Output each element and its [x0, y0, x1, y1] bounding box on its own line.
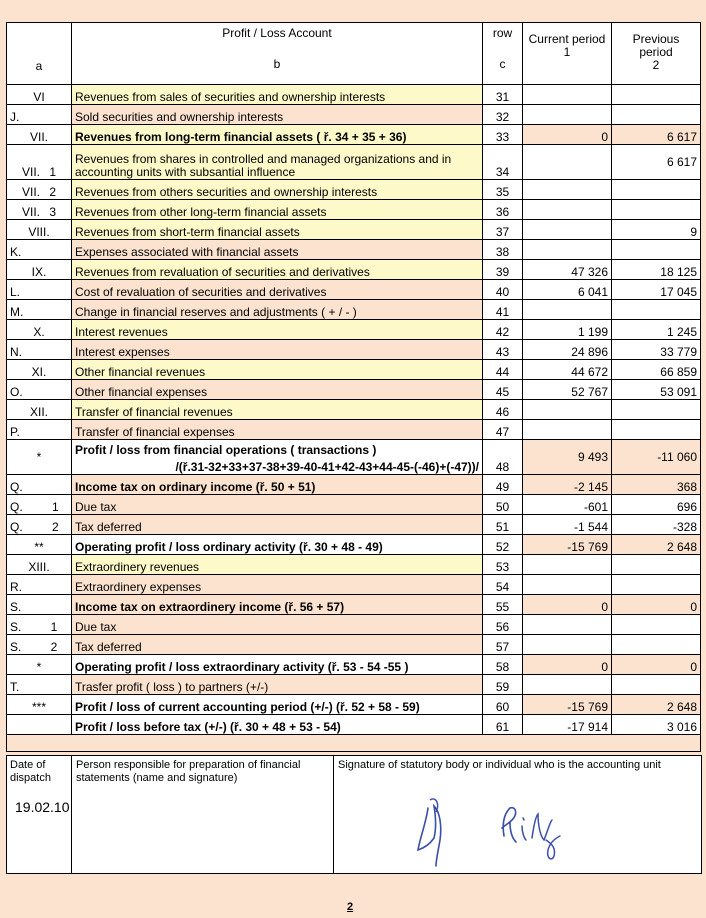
row-description-text: Profit / loss before tax (+/-) (ř. 30 + 48 + 53 - 54): [75, 720, 341, 734]
row-code: [7, 655, 72, 675]
table-row: [7, 380, 701, 400]
row-description: [72, 200, 483, 220]
table-row: [7, 495, 701, 515]
profit-loss-table: [6, 22, 701, 752]
row-code-text: L.: [10, 285, 21, 299]
row-description-text: Operating profit / loss ordinary activity (ř. 30 + 48 - 49): [75, 540, 383, 554]
row-number: 52: [483, 535, 523, 555]
row-description-text: Other financial expenses: [75, 385, 208, 399]
row-number: 57: [483, 635, 523, 655]
table-row: [7, 180, 701, 200]
row-formula-text: /(ř.31-32+33+37-38+39-40-41+42-43+44-45-(-46)+(-47))/: [175, 460, 479, 474]
row-number: 41: [483, 300, 523, 320]
row-code-text: VII.: [29, 130, 48, 144]
row-description: [72, 495, 483, 515]
row-description-text: Transfer of financial revenues: [75, 405, 233, 419]
row-description: [72, 260, 483, 280]
current-period-value: 0: [523, 125, 612, 145]
row-code: [7, 260, 72, 280]
previous-period-value: 18 125: [612, 260, 701, 280]
current-period-value: -15 769: [523, 535, 612, 555]
row-description-text: Revenues from other long-term financial assets: [75, 205, 327, 219]
row-description-text: Income tax on ordinary income (ř. 50 + 51): [75, 480, 316, 494]
row-code-text: S.: [10, 640, 22, 654]
previous-period-value: 2 648: [612, 535, 701, 555]
row-code-text: VIII.: [28, 225, 50, 239]
current-period-value: -601: [523, 495, 612, 515]
row-code: [7, 360, 72, 380]
row-code: [7, 615, 72, 635]
row-code: [7, 535, 72, 555]
previous-period-value: [612, 615, 701, 635]
table-row: [7, 595, 701, 615]
previous-period-value: -11 060: [612, 440, 701, 475]
table-row: [7, 300, 701, 320]
person-responsible-label: Person responsible for preparation of financial statements (name and signature): [76, 759, 301, 784]
row-number: 55: [483, 595, 523, 615]
row-code-text: M.: [10, 305, 24, 319]
table-row: [7, 320, 701, 340]
row-number: 61: [483, 715, 523, 735]
row-code-text: *: [36, 660, 42, 674]
previous-period-value: 696: [612, 495, 701, 515]
row-description-text: Tax deferred: [75, 640, 142, 654]
row-description: [72, 300, 483, 320]
table-row: [7, 280, 701, 300]
row-description-text: Trasfer profit ( loss ) to partners (+/-): [75, 680, 269, 694]
table-row: [7, 360, 701, 380]
previous-period-value: 0: [612, 595, 701, 615]
table-row: [7, 145, 701, 180]
row-number: 40: [483, 280, 523, 300]
row-description: [72, 400, 483, 420]
row-number: 50: [483, 495, 523, 515]
current-period-value: [523, 220, 612, 240]
table-row: [7, 615, 701, 635]
signature-label: Signature of statutory body or individual who is the accounting unit: [338, 759, 661, 771]
date-box: [6, 755, 72, 874]
row-description: [72, 360, 483, 380]
row-code-text: R.: [10, 580, 22, 594]
table-row: [7, 675, 701, 695]
row-description-text: Revenues from revaluation of securities and derivatives: [75, 265, 370, 279]
table-row: [7, 715, 701, 735]
current-period-value: -2 145: [523, 475, 612, 495]
row-number: 34: [483, 145, 523, 180]
row-code: [7, 595, 72, 615]
previous-period-value: 6 617: [612, 145, 701, 180]
row-description: [72, 125, 483, 145]
previous-period-value: [612, 575, 701, 595]
previous-period-value: [612, 180, 701, 200]
row-description-text: Due tax: [75, 500, 117, 514]
current-period-value: 24 896: [523, 340, 612, 360]
previous-period-value: 53 091: [612, 380, 701, 400]
table-row: [7, 635, 701, 655]
row-description: [72, 85, 483, 105]
table-row: [7, 85, 701, 105]
previous-period-value: 9: [612, 220, 701, 240]
row-code: [7, 220, 72, 240]
spacer-row: [7, 735, 701, 752]
current-period-value: 9 493: [523, 440, 612, 475]
row-subcode: 1: [51, 500, 59, 514]
current-period-value: 0: [523, 655, 612, 675]
row-subcode: 2: [49, 185, 56, 199]
row-description-text: Interest revenues: [75, 325, 168, 339]
table-row: [7, 555, 701, 575]
row-description: [72, 635, 483, 655]
row-code-text: Q.: [10, 480, 23, 494]
row-description-text: Revenues from others securities and ownership interests: [75, 185, 378, 199]
row-number: 45: [483, 380, 523, 400]
previous-period-value: [612, 400, 701, 420]
footer-signatures: [6, 755, 700, 874]
row-code-text: S.: [10, 600, 22, 614]
table-header: [7, 23, 701, 85]
row-subcode: 3: [49, 205, 56, 219]
row-number: 59: [483, 675, 523, 695]
previous-period-value: [612, 420, 701, 440]
row-code-text: VII.: [21, 165, 40, 179]
current-period-value: 6 041: [523, 280, 612, 300]
row-code: [7, 400, 72, 420]
page-number: 2: [347, 901, 354, 913]
table-row: [7, 475, 701, 495]
previous-period-value: [612, 105, 701, 125]
row-number: 47: [483, 420, 523, 440]
header-col-a: a: [7, 23, 72, 85]
current-period-value: [523, 555, 612, 575]
previous-period-value: 3 016: [612, 715, 701, 735]
table-row: [7, 535, 701, 555]
row-subcode: 1: [49, 165, 56, 179]
row-description: [72, 105, 483, 125]
current-period-value: [523, 575, 612, 595]
row-code: [7, 495, 72, 515]
current-period-value: [523, 400, 612, 420]
row-description-text: Due tax: [75, 620, 117, 634]
row-description: [72, 420, 483, 440]
previous-period-value: [612, 300, 701, 320]
row-number: 36: [483, 200, 523, 220]
current-period-value: 0: [523, 595, 612, 615]
previous-period-value: 33 779: [612, 340, 701, 360]
row-code-text: XI.: [31, 365, 47, 379]
row-code-text: S.: [10, 620, 22, 634]
table-row: [7, 420, 701, 440]
table-row: [7, 515, 701, 535]
row-number: 58: [483, 655, 523, 675]
row-code: [7, 200, 72, 220]
current-period-value: [523, 200, 612, 220]
row-description-text: Extraordinery revenues: [75, 560, 200, 574]
row-code-text: K.: [10, 245, 22, 259]
row-description-text: Profit / loss from financial operations ( transactions ): [75, 443, 377, 457]
previous-period-value: [612, 240, 701, 260]
current-period-value: [523, 635, 612, 655]
previous-period-value: 368: [612, 475, 701, 495]
row-description: [72, 515, 483, 535]
current-period-value: [523, 145, 612, 180]
row-code-text: VII.: [21, 185, 40, 199]
table-row: [7, 655, 701, 675]
row-description: [72, 475, 483, 495]
row-description-text: Revenues from long-term financial assets ( ř. 34 + 35 + 36): [75, 130, 407, 144]
previous-period-value: 66 859: [612, 360, 701, 380]
table-row: [7, 105, 701, 125]
row-number: 33: [483, 125, 523, 145]
row-description: [72, 145, 483, 180]
row-code: [7, 320, 72, 340]
row-code-text: VI: [33, 90, 45, 104]
row-description-text: Tax deferred: [75, 520, 142, 534]
header-col-row: row c: [483, 23, 523, 85]
row-description-text: Transfer of financial expenses: [75, 425, 235, 439]
current-period-value: 44 672: [523, 360, 612, 380]
previous-period-value: 2 648: [612, 695, 701, 715]
header-current-period: Current period 1: [523, 23, 612, 85]
current-period-value: -1 544: [523, 515, 612, 535]
row-description-text: Other financial revenues: [75, 365, 206, 379]
row-code-text: Q.: [10, 500, 23, 514]
handwritten-signature-image: [406, 778, 576, 868]
row-code-text: XII.: [29, 405, 48, 419]
row-description: [72, 180, 483, 200]
row-code: [7, 125, 72, 145]
row-number: 35: [483, 180, 523, 200]
table-row: [7, 240, 701, 260]
row-description: [72, 220, 483, 240]
row-description-text: Revenues from short-term financial assets: [75, 225, 300, 239]
table-row: [7, 260, 701, 280]
row-number: 32: [483, 105, 523, 125]
row-description: [72, 695, 483, 715]
previous-period-value: [612, 675, 701, 695]
row-code-text: T.: [10, 680, 20, 694]
row-code: [7, 85, 72, 105]
header-col-b: Profit / Loss Account b: [72, 23, 483, 85]
row-number: 44: [483, 360, 523, 380]
current-period-value: 47 326: [523, 260, 612, 280]
previous-period-value: 6 617: [612, 125, 701, 145]
row-number: 31: [483, 85, 523, 105]
row-number: 53: [483, 555, 523, 575]
current-period-value: [523, 675, 612, 695]
row-code: [7, 675, 72, 695]
row-code: [7, 180, 72, 200]
row-code-text: IX.: [31, 265, 47, 279]
current-period-value: 52 767: [523, 380, 612, 400]
row-code-text: VII.: [21, 205, 40, 219]
row-code: [7, 300, 72, 320]
row-code: [7, 105, 72, 125]
row-code: [7, 695, 72, 715]
current-period-value: [523, 420, 612, 440]
row-number: 38: [483, 240, 523, 260]
row-description: [72, 380, 483, 400]
spacer-cell: [7, 735, 701, 752]
row-code: [7, 420, 72, 440]
row-subcode: 2: [50, 640, 58, 654]
row-code: [7, 145, 72, 180]
row-number: 49: [483, 475, 523, 495]
current-period-value: -15 769: [523, 695, 612, 715]
current-period-value: [523, 240, 612, 260]
row-number: 42: [483, 320, 523, 340]
header-previous-period: Previous period 2: [612, 23, 701, 85]
table-row: [7, 575, 701, 595]
previous-period-value: [612, 635, 701, 655]
row-description: [72, 615, 483, 635]
row-code: [7, 280, 72, 300]
table-row: [7, 695, 701, 715]
row-description-text: Extraordinery expenses: [75, 580, 202, 594]
row-code-text: *: [36, 449, 42, 464]
previous-period-value: [612, 200, 701, 220]
row-description-text: Income tax on extraordinery income (ř. 56 + 57): [75, 600, 345, 614]
row-description-text: Cost of revaluation of securities and derivatives: [75, 285, 327, 299]
table-row: [7, 220, 701, 240]
row-code: [7, 240, 72, 260]
row-code-text: J.: [10, 110, 20, 124]
row-code-text: X.: [33, 325, 45, 339]
row-code: [7, 715, 72, 735]
table-row: [7, 125, 701, 145]
current-period-value: [523, 300, 612, 320]
previous-period-value: [612, 555, 701, 575]
signature-box: [333, 755, 702, 874]
row-description-text: Operating profit / loss extraordinary activity (ř. 53 - 54 -55 ): [75, 660, 409, 674]
current-period-value: [523, 180, 612, 200]
row-description: [72, 320, 483, 340]
table-row: [7, 200, 701, 220]
row-number: 43: [483, 340, 523, 360]
row-code: [7, 340, 72, 360]
row-number: 46: [483, 400, 523, 420]
row-code: [7, 440, 72, 475]
row-description-text: Interest expenses: [75, 345, 170, 359]
previous-period-value: -328: [612, 515, 701, 535]
row-code: [7, 555, 72, 575]
table-row: [7, 400, 701, 420]
row-code-text: Q.: [10, 520, 23, 534]
previous-period-value: 0: [612, 655, 701, 675]
row-code-text: N.: [10, 345, 22, 359]
row-description: [72, 280, 483, 300]
row-description: [72, 715, 483, 735]
table-row: [7, 440, 701, 475]
previous-period-value: 1 245: [612, 320, 701, 340]
previous-period-value: 17 045: [612, 280, 701, 300]
row-code-text: ***: [31, 700, 46, 714]
row-description-text: Expenses associated with financial assets: [75, 245, 299, 259]
current-period-value: [523, 615, 612, 635]
row-description: [72, 555, 483, 575]
previous-period-value: [612, 85, 701, 105]
row-code-text: XIII.: [28, 560, 50, 574]
row-number: 54: [483, 575, 523, 595]
row-number: 51: [483, 515, 523, 535]
current-period-value: [523, 105, 612, 125]
current-period-value: -17 914: [523, 715, 612, 735]
row-subcode: 2: [51, 520, 59, 534]
row-description: [72, 575, 483, 595]
date-label: Date of dispatch: [10, 759, 51, 784]
row-description-text: Revenues from shares in controlled and managed organizations and in accounting units with subsantial influence: [75, 152, 452, 179]
row-description: [72, 535, 483, 555]
row-description: [72, 675, 483, 695]
table-row: [7, 340, 701, 360]
row-subcode: 1: [50, 620, 58, 634]
row-description-text: Revenues from sales of securities and ownership interests: [75, 90, 386, 104]
row-description: [72, 240, 483, 260]
row-description: [72, 595, 483, 615]
person-box: [71, 755, 334, 874]
row-description-text: Sold securities and ownership interests: [75, 110, 284, 124]
row-description: [72, 340, 483, 360]
current-period-value: [523, 85, 612, 105]
row-number: 60: [483, 695, 523, 715]
row-code: [7, 380, 72, 400]
row-code: [7, 635, 72, 655]
row-number: 56: [483, 615, 523, 635]
current-period-value: 1 199: [523, 320, 612, 340]
row-code: [7, 475, 72, 495]
row-code: [7, 515, 72, 535]
row-description-text: Profit / loss of current accounting period (+/-) (ř. 52 + 58 - 59): [75, 700, 420, 714]
row-number: 37: [483, 220, 523, 240]
date-value: 19.02.10: [15, 799, 70, 815]
row-code-text: O.: [10, 385, 23, 399]
row-code: [7, 575, 72, 595]
row-description: [72, 440, 483, 475]
row-code-text: P.: [10, 425, 20, 439]
row-code-text: **: [34, 540, 44, 554]
row-description-text: Change in financial reserves and adjustments ( + / - ): [75, 305, 357, 319]
row-number: 39: [483, 260, 523, 280]
row-number: 48: [483, 440, 523, 475]
row-description: [72, 655, 483, 675]
